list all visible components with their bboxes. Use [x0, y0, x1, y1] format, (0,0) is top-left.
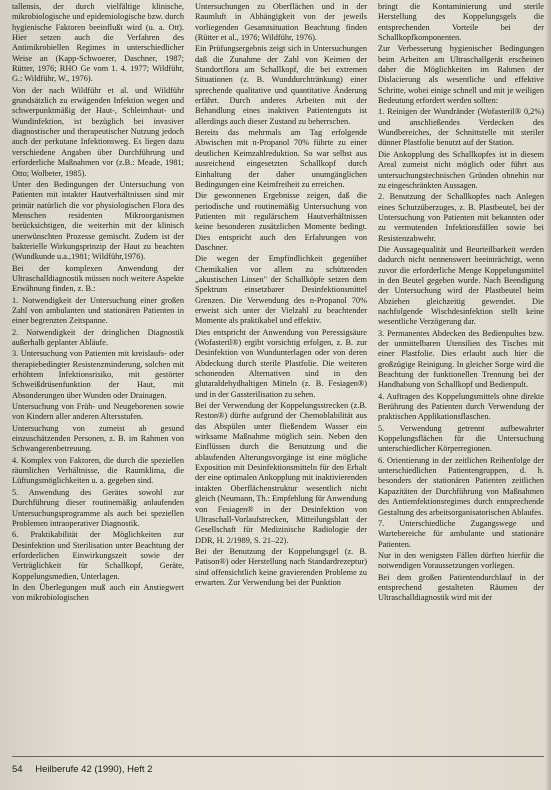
paragraph: Bereits das mehrmals am Tag erfolgende Abwischen mit n-Propanol 70% führte zu einer deutlichen Keimzahlreduktion. So war selbst aus ausreichend eingesetzten Schallkopf durch Einhaltung der daher unumgänglichen Bedingungen eine Keimfreiheit zu erreichen. [195, 128, 367, 189]
paragraph: Dies entspricht der Anwendung von Peressigsäure (Wofasteril®) ergibt vorsichtig erfolgen, z. B. zur Desinfektion von Wundunterlagen oder von deren Abdeckung durch sterile Plastfolie. Die weiteren schonenden Alternativen sind in den glutaraldehydhaltigen Mitteln (z. B. Fesiagen®) und in der Gassterilisation zu sehen. [195, 327, 367, 399]
paragraph: Nur in den wenigsten Fällen dürften hierfür die notwendigen Voraussetzungen vorliegen. [378, 550, 544, 571]
paragraph: Die Ankopplung des Schallkopfes ist in diesem Areal zumeist nicht möglich oder führt aus untersuchungstechnischen Gründen ohnehin nur zu eingeschränkten Aussagen. [378, 149, 544, 190]
paragraph: Die wegen der Empfindlichkeit gegenüber Chemikalien vor allem zu schützenden „akustischen Linsen" der Schallköpfe setzen dem Spektrum einsetzbarer Desinfektionsmittel Grenzen. Die Verwendung des n-Propanol 70% erweist sich unter der Vielzahl zu beachtender Momente als praktikabel und effektiv. [195, 254, 367, 326]
paragraph: 1. Reinigen der Wundränder (Wofasteril® 0,2%) und anschließendes Verdecken des Wundbereiches, der Schnittstelle mit steriler dünner Plastfolie benutzt auf der Station. [378, 107, 544, 148]
paragraph: Untersuchung von Früh- und Neugeborenen sowie von Kindern aller anderen Altersstufen. [12, 402, 184, 422]
paragraph: 1. Notwendigkeit der Untersuchung einer großen Zahl von ambulanten und stationären Patienten in einer begrenzten Zeitspanne. [12, 295, 184, 326]
paragraph: Bei der komplexen Anwendung der Ultraschalldiagnostik müssen noch weitere Aspekte Erwähnung finden, z. B.: [12, 263, 184, 294]
page-edge-shadow [545, 0, 551, 790]
page-number: 54 [12, 764, 23, 775]
paragraph: 3. Permanentes Abdecken des Bedienpultes bzw. der unmittelbaren Utensilien des Tisches mit einer Plastfolie. Dies erlaubt auch hier die großzügige Reinigung. In gleicher Sorge wird die Beachtung der funktionellen Trennung bei der Handhabung von Schallkopf und Bedienpult. [378, 328, 544, 390]
page-footer [12, 764, 162, 775]
paragraph: Unter den Bedingungen der Untersuchung von Patienten mit intakter Hautverhältnissen sind mir primär natürlich die vor physiologischen Flora des Menschen residenten Mikroorganismen berücksichtigen, die weiterhin mit der klinisch unerwünschten Prozesse gemischt. Zudem ist der bakterielle Wirkungsprinzip der Haut zu beachten (Wundkunde u.a.,1981; Wildführ,1976). [12, 179, 184, 262]
paragraph: Zur Verbesserung hygienischer Bedingungen beim Arbeiten am Ultraschallgerät erscheinen daher die Möglichkeiten im Rahmen der Dislacierung als wesentliche und effektive Schritte, wobei einige schnell und mit je weiligen Bedeutung erfordert werden sollten: [378, 44, 544, 106]
footer-rule [12, 756, 544, 757]
paragraph: 4. Komplex von Faktoren, die durch die speziellen räumlichen Verhältnisse, die Raumklima, die Lüftungsmöglichkeiten u. a. gegeben sind. [12, 455, 184, 486]
paragraph: tallensis, der durch vielfältige klinische, mikrobiologische und epidemiologische bzw. durch hygienische Faktoren beeinflußt wird (u. a. Ott). Hier setzen auch die Verfahren des Antimikrobiellen Regimes in unterschiedlicher Weise an (Kapp-Schwoerer, Daschner, 1987; Rütter, 1976; RHO Ge vom 1. 4. 1977; Wildführ, G.: Wildführ, W., 1976). [12, 2, 184, 84]
text-column-middle [195, 2, 367, 754]
paragraph: 3. Untersuchung von Patienten mit kreislaufs- oder therapiebedingter Resistenzminderung, solchen mit erhöhtem Infektionsrisiko, mit gestörter Schweißdrüsenfunktion der Haut, mit Absonderungen über Wunden oder Drainagen. [12, 349, 184, 400]
paragraph: Bei dem großen Patientendurchlauf in der entsprechend gestalteten Räumen der Ultraschalldiagnostik wird mit der [378, 572, 544, 603]
paragraph: 2. Notwendigkeit der dringlichen Diagnostik außerhalb geplanter Abläufe. [12, 327, 184, 347]
paragraph: 4. Auftragen des Koppelungsmittels ohne direkte Berührung des Patienten durch Verwendung der praktischen Applikationsflaschen. [378, 391, 544, 422]
paragraph: Untersuchung von zumeist ab gesund einzuschätzenden Personen, z. B. im Rahmen von Schwangerenbetreuung. [12, 423, 184, 454]
paragraph: 7. Unterschiedliche Zugangswege und Wartebereiche für ambulante und stationäre Patienten. [378, 518, 544, 549]
text-column-left [12, 2, 184, 754]
paragraph: Ein Prüfungsergebnis zeigt sich in Untersuchungen daß die Zunahme der Zahl von Keimen der Standortflora am Schallkopf, die bei extremen Situationen (z. B. Wunddurchtränkung) einer sprechende qualitative und quantitative Änderung erfährt. Durch anderes Arbeiten mit der Behandlung eines inaktiven Patientenguts ist allerdings auch dieser Zustand zu beherrschen. [195, 44, 367, 126]
text-column-right [378, 2, 544, 754]
paragraph: Bei der Verwendung der Koppelungsstrecken (z.B. Reston®) dürfte aufgrund der Chemoblabilität aus das Abspülen unter fließendem Wasser ein wirksame Maßnahme möglich sein. Neben den Einflüssen durch die Benutzung und die ablaufenden Alterungsvorgänge ist eine mögliche Exposition mit Desinfektionsmitteln für den Erhalt der eine optimalen Ankopplung mit inaktivierenden intakten Oberflächenstruktur wesentlich nicht gleich (Neumann, Th.: Empfehlung für Anwendung von Fesiagen® in der Desinfektion von Ultraschall-Vorlaufstrecken, Mitteilungsblatt der Gesellschaft für Medizinische Radiologie der DDR, H. 2/1989, S. 21–22). [195, 401, 367, 545]
paragraph: Untersuchungen zu Oberflächen und in der Raumluft in Abhängigkeit von der jeweils vorliegenden Gesamtsituation Beachtung finden (Rütter et al., 1976; Wildführ, 1976). [195, 2, 367, 43]
paragraph: Die gewonnenen Ergebnisse zeigen, daß die periodische und routinemäßig Untersuchung von Patienten mit regulärschem Hautverhältnissen keine besonderen zusätzlichen Momente bedingt. Dies entspricht auch den Erfahrungen von Daschner. [195, 191, 367, 252]
paragraph: 2. Benutzung der Schallkopfes nach Anlegen eines Schutzüberzuges, z. B. Plastbeutel, bei der Untersuchung von Patienten mit bekannten oder zu vermutenden Infektionsfällen sowie bei Resistenzabwehr. [378, 192, 544, 243]
paragraph: Bei der Benutzung der Koppelungsgel (z. B. Patison®) oder Herstellung nach Standardrezeptur) sind offensichtlich keine gravierenden Probleme zu erwarten. Zur Verwendung bei der Punktion [195, 546, 367, 587]
paragraph: 5. Anwendung des Gerätes sowohl zur Durchführung dieser routinemäßig anlaufenden Untersuchungsprogramme als auch bei speziellen Problemen intraoperativer Diagnostik. [12, 487, 184, 528]
paragraph: 6. Praktikabilität der Möglichkeiten zur Desinfektion und Sterilisation unter Beachtung der erforderlichen Einwirkungszeit sowie der Verträglichkeit für Schallkopf, Geräte, Koppelungsmedien, Unterlagen. [12, 530, 184, 581]
paragraph: In den Überlegungen muß auch ein Anstiegwert von mikrobiologischen [12, 582, 184, 603]
paragraph: 6. Orientierung in der zeitlichen Reihenfolge der unterschiedlichen Patientengruppen, d. h. besonders der stationären Patienten zeitlichen Kapazitäten der Durchführung von Maßnahmen des Antiemfektionsregimes durch entsprechende Gestaltung des arbeitsorganisatorischen Ablaufes. [378, 455, 544, 517]
paragraph: bringt die Kontaminierung und sterile Herstellung des Koppelungsgels die entsprechenden Vorteile bei der Schallkopfkomponenten. [378, 2, 544, 43]
paragraph: Die Aussagequalität und Beurteilbarkeit werden dadurch nicht nennenswert beeinträchtigt, wenn zuvor die erforderliche Menge Koppelungsmittel in den Beutel gegeben wurde. Nach Beendigung der Untersuchung wird der Plastbeutel beim Abziehen gleichzeitig gewendet. Die nachfolgende Wischdesinfektion stellt keine wesentliche Verzögerung dar. [378, 244, 544, 327]
paragraph: Von der nach Wildführ et al. und Wildführ grundsätzlich zu erwägenden Infektion wegen und schwerpunktmäßig der Haut-, Schleimhaut- und Wundinfektion, ist bezüglich bei invasiver diagnostischer und therapeutischer Nutzung jedoch auch der perkutane Infektionsweg. Es liegen dazu verschiedene Angaben über Durchführung und erforderliche Maßnahmen vor (z.B.: Meade, 1981; Otto; Wolbeter, 1985). [12, 85, 184, 178]
journal-citation: Heilberufe 42 (1990), Heft 2 [35, 764, 153, 775]
paragraph: 5. Verwendung getrennt aufbewahrter Koppelungsflächen für die Untersuchung unterschiedlicher Körperregionen. [378, 423, 544, 454]
